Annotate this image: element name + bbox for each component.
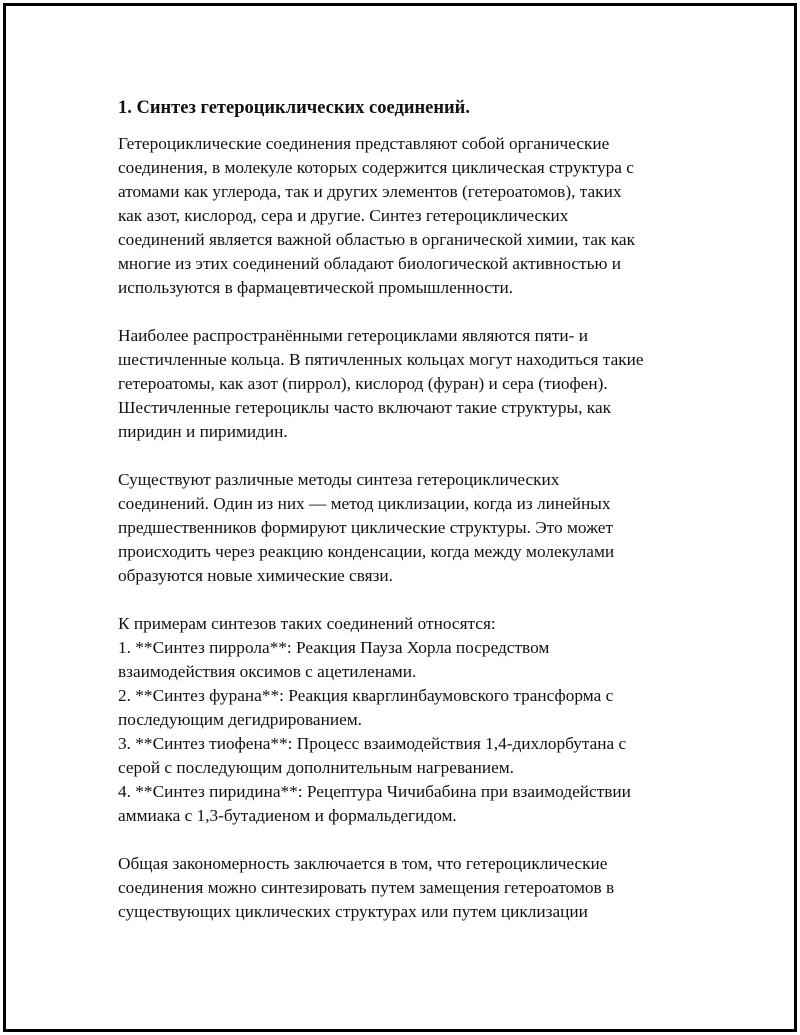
text-line: атомами как углерода, так и других элементов (гетероатомов), таких — [118, 182, 622, 201]
list-item: 2. **Синтез фурана**: Реакция кварглинбаумовского трансформа с — [118, 686, 614, 705]
paragraph-rings — [118, 324, 688, 444]
text-line: происходить через реакцию конденсации, когда между молекулами — [118, 542, 615, 561]
list-item: 4. **Синтез пиридина**: Рецептура Чичибабина при взаимодействии — [118, 782, 631, 801]
text-line: Шестичленные гетероциклы часто включают такие структуры, как — [118, 398, 612, 417]
text-line: используются в фармацевтической промышленности. — [118, 278, 514, 297]
text-line: Общая закономерность заключается в том, что гетероциклические — [118, 854, 608, 873]
text-line: К примерам синтезов таких соединений относятся: — [118, 614, 496, 633]
paragraph-examples — [118, 612, 688, 828]
paragraph-methods — [118, 468, 688, 588]
text-line: многие из этих соединений обладают биологической активностью и — [118, 254, 621, 273]
paragraph-conclusion — [118, 852, 688, 924]
text-line: взаимодействия оксимов с ацетиленами. — [118, 662, 417, 681]
text-line: аммиака с 1,3-бутадиеном и формальдегидом. — [118, 806, 457, 825]
list-item: 1. **Синтез пиррола**: Реакция Пауза Хорла посредством — [118, 638, 550, 657]
text-line: соединений является важной областью в органической химии, так как — [118, 230, 635, 249]
text-line: пиридин и пиримидин. — [118, 422, 288, 441]
text-line: шестичленные кольца. В пятичленных кольцах могут находиться такие — [118, 350, 644, 369]
text-line: соединения, в молекуле которых содержится циклическая структура с — [118, 158, 634, 177]
section-title: 1. Синтез гетероциклических соединений. — [118, 98, 470, 118]
text-line: гетероатомы, как азот (пиррол), кислород (фуран) и сера (тиофен). — [118, 374, 608, 393]
document-body — [118, 96, 688, 948]
text-line: Существуют различные методы синтеза гетероциклических — [118, 470, 560, 489]
text-line: соединений. Один из них — метод циклизации, когда из линейных — [118, 494, 611, 513]
text-line: Гетероциклические соединения представляют собой органические — [118, 134, 610, 153]
text-line: образуются новые химические связи. — [118, 566, 393, 585]
text-line: соединения можно синтезировать путем замещения гетероатомов в — [118, 878, 615, 897]
text-line: как азот, кислород, сера и другие. Синтез гетероциклических — [118, 206, 569, 225]
text-line: последующим дегидрированием. — [118, 710, 362, 729]
text-line: предшественников формируют циклические структуры. Это может — [118, 518, 614, 537]
list-item: 3. **Синтез тиофена**: Процесс взаимодействия 1,4-дихлорбутана с — [118, 734, 627, 753]
text-line: Наиболее распространёнными гетероциклами являются пяти- и — [118, 326, 588, 345]
text-line: существующих циклических структурах или путем циклизации — [118, 902, 588, 921]
paragraph-intro — [118, 132, 688, 300]
text-line: серой с последующим дополнительным нагреванием. — [118, 758, 515, 777]
